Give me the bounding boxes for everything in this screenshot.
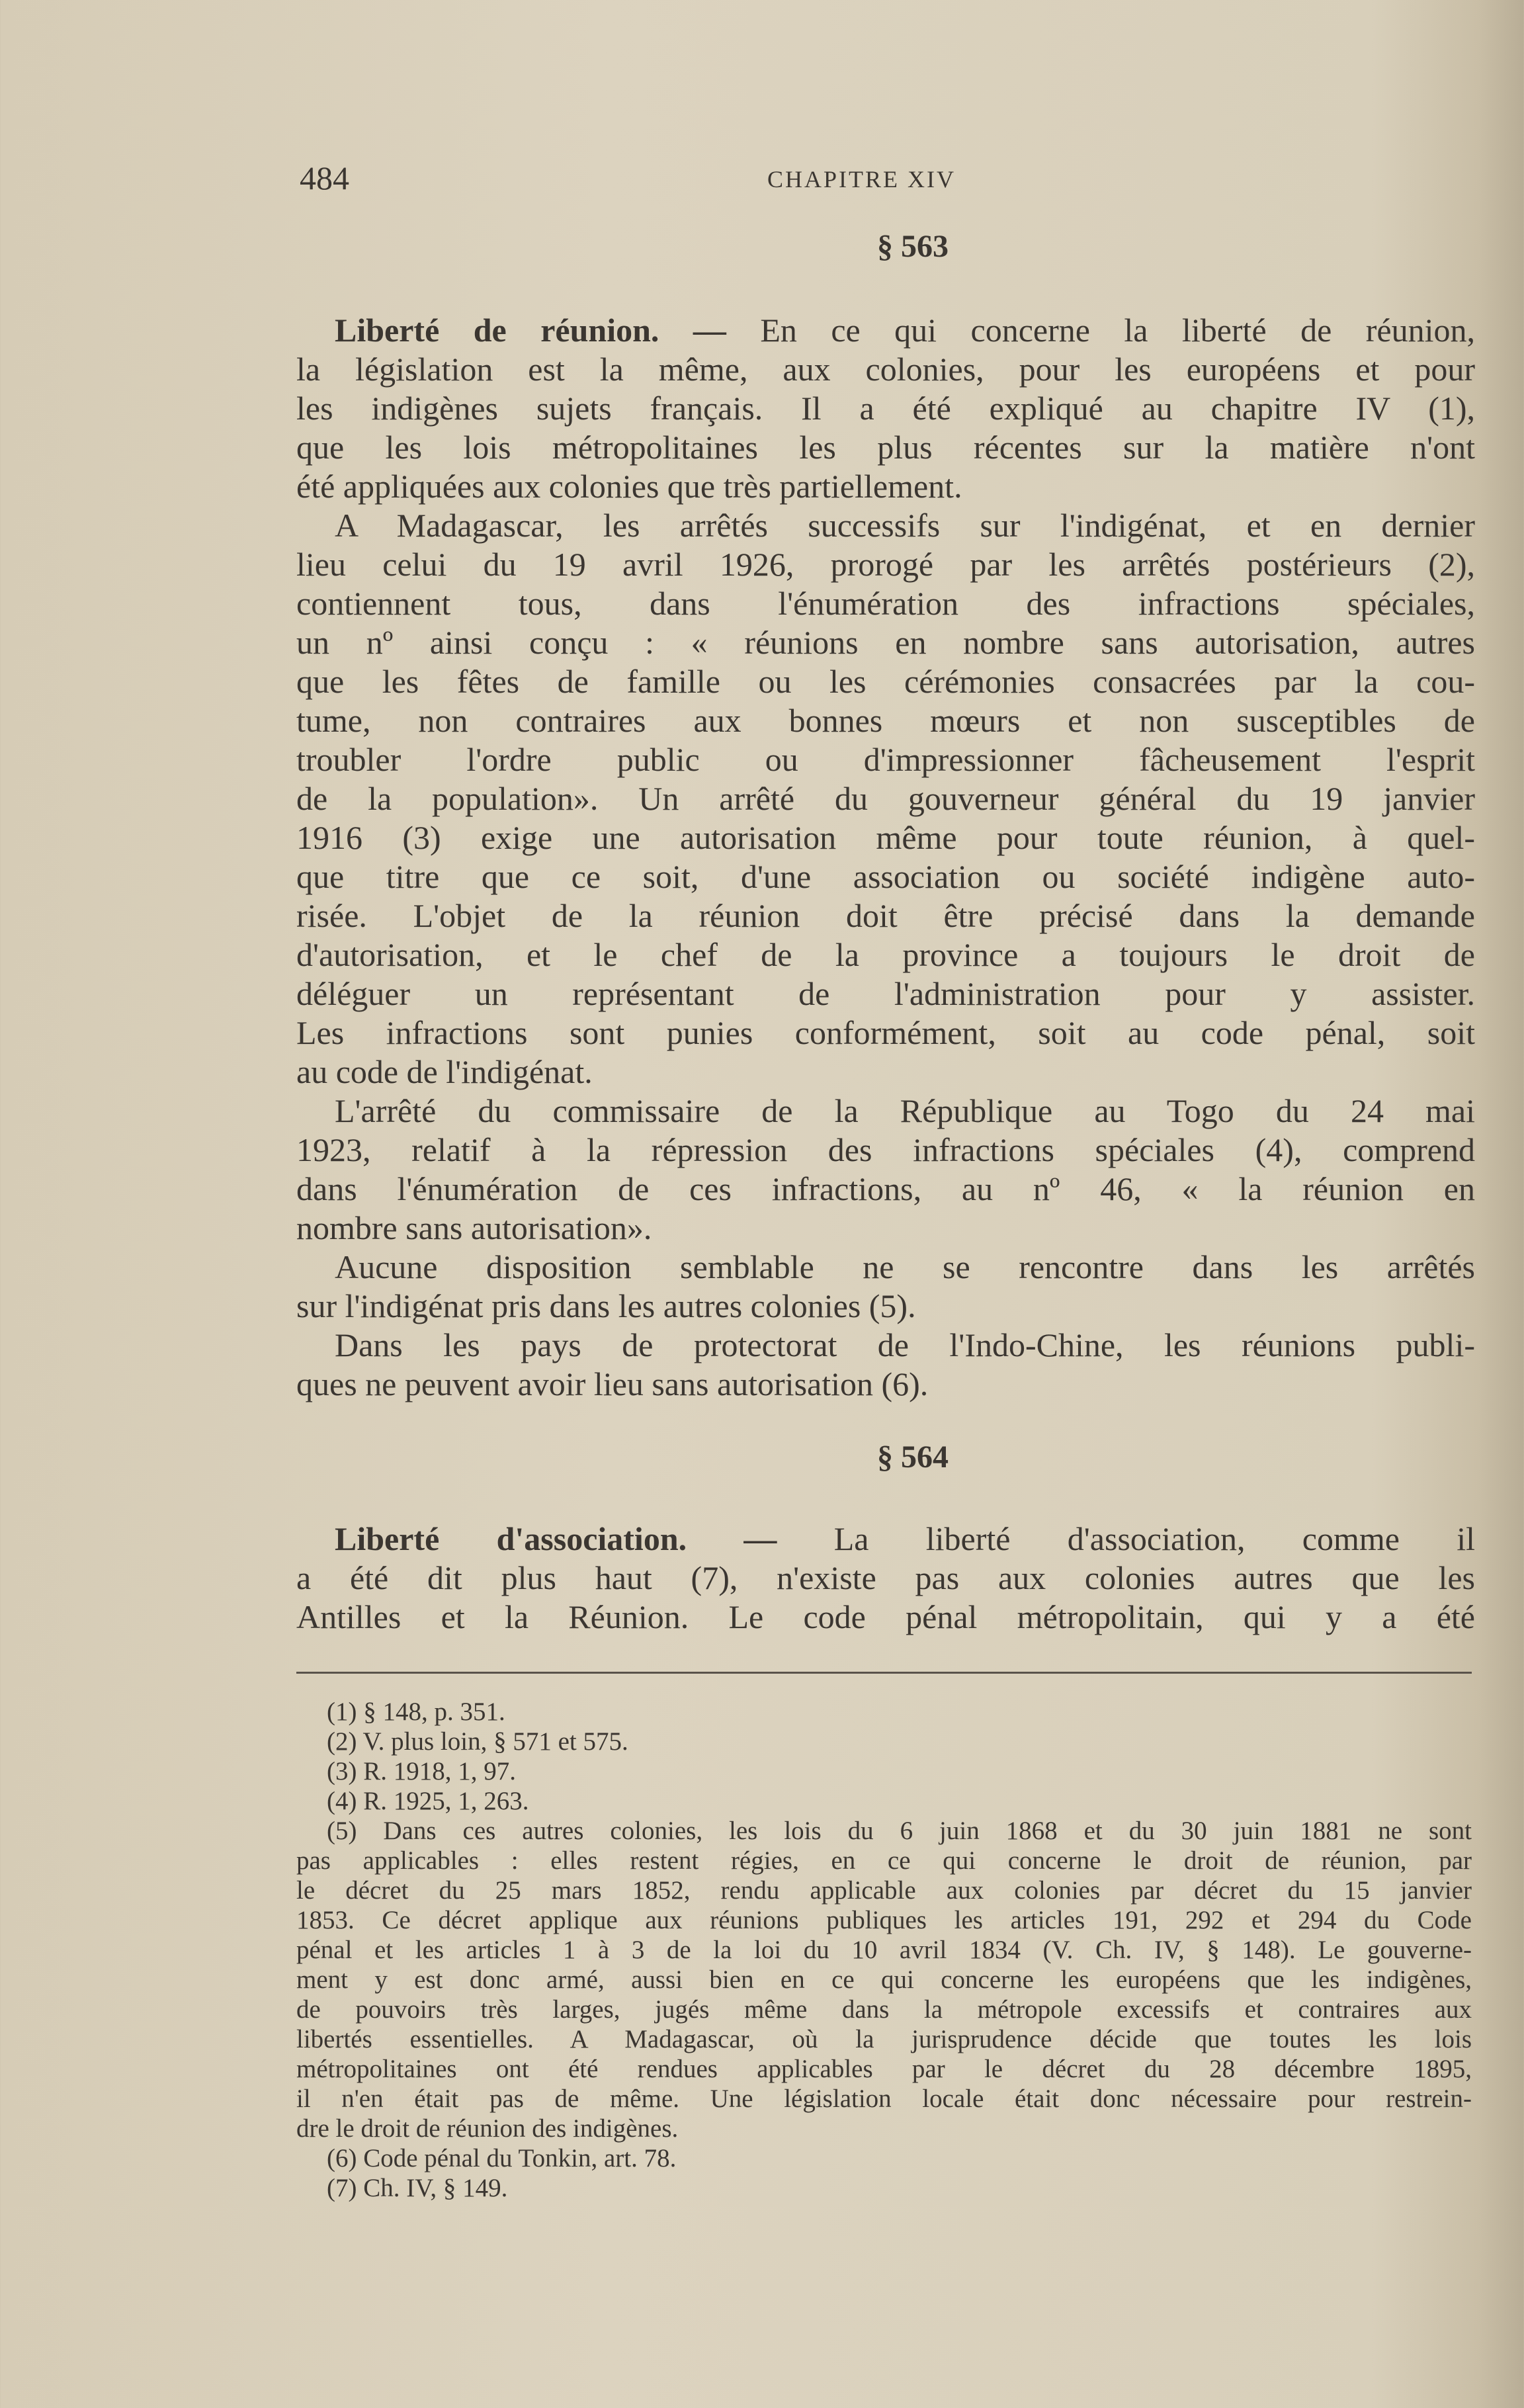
line-text: 1853. Ce décret applique aux réunions publiques les articles 191, 292 et 294 du Code <box>296 1906 1472 1934</box>
footnote-line <box>296 2143 1472 2173</box>
line-text: La liberté d'association, comme il <box>777 1520 1476 1557</box>
line-text: libertés essentielles. A Madagascar, où la jurisprudence décide que toutes les lois <box>296 2025 1472 2053</box>
text-line <box>296 818 1475 857</box>
line-text: lieu celui du 19 avril 1926, prorogé par les arrêtés postérieurs (2), <box>296 546 1475 583</box>
text-line <box>296 350 1475 389</box>
text-line <box>296 1209 1475 1248</box>
line-text: contiennent tous, dans l'énumération des infractions spéciales, <box>296 585 1475 622</box>
section-heading-lead: Liberté de réunion. — <box>335 312 726 349</box>
text-line <box>296 545 1475 584</box>
text-line <box>296 935 1475 974</box>
line-text: métropolitaines ont été rendues applicables par le décret du 28 décembre 1895, <box>296 2055 1472 2083</box>
line-text: (7) Ch. IV, § 149. <box>327 2174 508 2202</box>
running-head: CHAPITRE XIV <box>767 166 956 193</box>
footnote-line <box>296 1846 1472 1875</box>
section-number-563: § 563 <box>877 229 949 264</box>
line-text: En ce qui concerne la liberté de réunion, <box>726 312 1475 349</box>
line-text: que les lois métropolitaines les plus récentes sur la matière n'ont <box>296 429 1475 466</box>
footnote-line <box>296 1756 1472 1786</box>
line-text: ment y est donc armé, aussi bien en ce qui concerne les européens que les indigènes, <box>296 1965 1472 1994</box>
line-text: il n'en était pas de même. Une législation locale était donc nécessaire pour restrein- <box>296 2085 1472 2113</box>
line-text: Dans les pays de protectorat de l'Indo-Chine, les réunions publi- <box>335 1326 1475 1363</box>
line-text: (6) Code pénal du Tonkin, art. 78. <box>327 2144 677 2172</box>
line-text: risée. L'objet de la réunion doit être précisé dans la demande <box>296 897 1475 934</box>
text-line <box>296 1053 1475 1092</box>
footnote-line <box>296 1875 1472 1905</box>
text-line <box>296 1520 1475 1559</box>
footnote-line <box>296 1995 1472 2024</box>
line-text: 1916 (3) exige une autorisation même pour toute réunion, à quel- <box>296 819 1475 856</box>
line-text: L'arrêté du commissaire de la République au Togo du 24 mai <box>335 1092 1475 1129</box>
text-line <box>296 857 1475 896</box>
footnote-line <box>296 1816 1472 1846</box>
text-line <box>296 1170 1475 1209</box>
line-text: 1923, relatif à la répression des infractions spéciales (4), comprend <box>296 1131 1475 1168</box>
footnote-line <box>296 1697 1472 1727</box>
text-line <box>296 428 1475 467</box>
section-564-body <box>296 1520 1475 1637</box>
text-line <box>296 467 1475 506</box>
text-line <box>296 740 1475 779</box>
line-text: de pouvoirs très larges, jugés même dans la métropole excessifs et contraires aux <box>296 1995 1472 2024</box>
footnote-line <box>296 2054 1472 2084</box>
text-line <box>296 584 1475 623</box>
section-number-564: § 564 <box>877 1440 949 1475</box>
footnotes <box>296 1697 1472 2203</box>
footnote-line <box>296 2024 1472 2054</box>
text-line <box>296 1013 1475 1053</box>
text-line <box>296 1131 1475 1170</box>
section-heading-lead: Liberté d'association. — <box>335 1520 777 1557</box>
text-line <box>296 1598 1475 1637</box>
line-text: (3) R. 1918, 1, 97. <box>327 1757 516 1785</box>
line-text: au code de l'indigénat. <box>296 1053 593 1090</box>
footnote-line <box>296 1965 1472 1995</box>
line-text: dans l'énumération de ces infractions, au nº 46, « la réunion en <box>296 1170 1475 1207</box>
line-text: d'autorisation, et le chef de la province a toujours le droit de <box>296 936 1475 973</box>
line-text: nombre sans autorisation». <box>296 1209 652 1246</box>
line-text: les indigènes sujets français. Il a été expliqué au chapitre IV (1), <box>296 390 1475 427</box>
line-text: (2) V. plus loin, § 571 et 575. <box>327 1727 628 1756</box>
text-line <box>296 1365 1475 1404</box>
text-line <box>296 662 1475 701</box>
line-text: pénal et les articles 1 à 3 de la loi du 10 avril 1834 (V. Ch. IV, § 148). Le gouverne- <box>296 1936 1472 1964</box>
line-text: (4) R. 1925, 1, 263. <box>327 1787 529 1815</box>
line-text: a été dit plus haut (7), n'existe pas aux colonies autres que les <box>296 1559 1475 1596</box>
line-text: de la population». Un arrêté du gouverneur général du 19 janvier <box>296 780 1475 817</box>
text-line <box>296 974 1475 1013</box>
footnote-rule <box>296 1672 1472 1674</box>
line-text: sur l'indigénat pris dans les autres colonies (5). <box>296 1287 916 1324</box>
text-line <box>296 1092 1475 1131</box>
text-line <box>296 623 1475 662</box>
line-text: troubler l'ordre public ou d'impressionner fâcheusement l'esprit <box>296 741 1475 778</box>
footnote-line <box>296 2084 1472 2114</box>
line-text: pas applicables : elles restent régies, en ce qui concerne le droit de réunion, par <box>296 1846 1472 1875</box>
line-text: le décret du 25 mars 1852, rendu applicable aux colonies par décret du 15 janvier <box>296 1876 1472 1905</box>
line-text: que les fêtes de famille ou les cérémonies consacrées par la cou- <box>296 663 1475 700</box>
text-line <box>296 389 1475 428</box>
footnote-line <box>296 1786 1472 1816</box>
text-line <box>296 1287 1475 1326</box>
line-text: un nº ainsi conçu : « réunions en nombre sans autorisation, autres <box>296 624 1475 661</box>
text-line <box>296 1559 1475 1598</box>
line-text: ques ne peuvent avoir lieu sans autorisation (6). <box>296 1365 929 1402</box>
line-text: Antilles et la Réunion. Le code pénal métropolitain, qui y a été <box>296 1598 1475 1635</box>
text-line <box>296 1248 1475 1287</box>
text-line <box>296 701 1475 740</box>
text-line <box>296 311 1475 350</box>
text-line <box>296 779 1475 818</box>
text-line <box>296 896 1475 935</box>
line-text: Aucune disposition semblable ne se rencontre dans les arrêtés <box>335 1248 1475 1285</box>
line-text: été appliquées aux colonies que très partiellement. <box>296 468 962 505</box>
text-line <box>296 1326 1475 1365</box>
line-text: A Madagascar, les arrêtés successifs sur l'indigénat, et en dernier <box>335 507 1475 544</box>
line-text: Les infractions sont punies conformément, soit au code pénal, soit <box>296 1014 1475 1051</box>
footnote-line <box>296 2114 1472 2143</box>
line-text: que titre que ce soit, d'une association ou société indigène auto- <box>296 858 1475 895</box>
line-text: déléguer un représentant de l'administration pour y assister. <box>296 975 1475 1012</box>
text-line <box>296 506 1475 545</box>
line-text: (1) § 148, p. 351. <box>327 1698 505 1726</box>
line-text: dre le droit de réunion des indigènes. <box>296 2114 679 2143</box>
page-number: 484 <box>300 159 349 196</box>
section-563-body <box>296 311 1475 1404</box>
footnote-line <box>296 2173 1472 2203</box>
line-text: tume, non contraires aux bonnes mœurs et non susceptibles de <box>296 702 1475 739</box>
footnote-line <box>296 1905 1472 1935</box>
footnote-line <box>296 1727 1472 1756</box>
line-text: (5) Dans ces autres colonies, les lois du 6 juin 1868 et du 30 juin 1881 ne sont <box>327 1817 1472 1845</box>
line-text: la législation est la même, aux colonies, pour les européens et pour <box>296 351 1475 388</box>
footnote-line <box>296 1935 1472 1965</box>
